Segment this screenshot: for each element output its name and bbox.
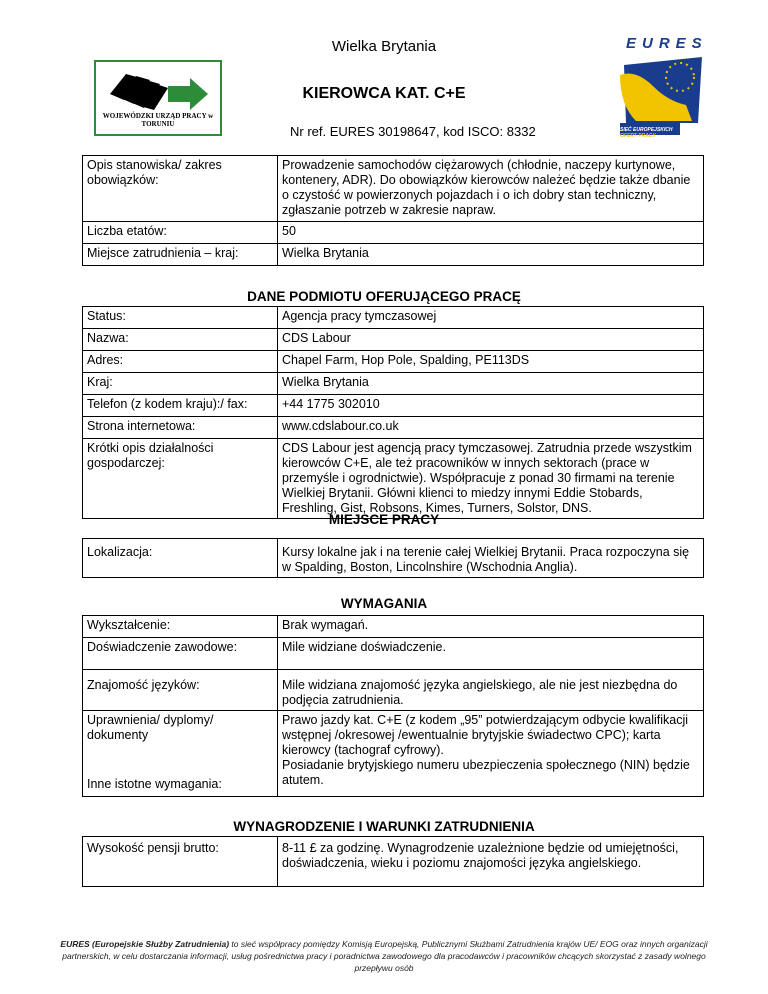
employer-label: Krótki opis działalności gospodarczej: — [83, 439, 278, 519]
requirements-table — [82, 615, 704, 797]
pay-label: Wysokość pensji brutto: — [83, 837, 278, 887]
eures-sub-line2: OFERT PRACY — [620, 133, 656, 139]
table-row — [83, 351, 704, 373]
employer-table — [82, 306, 704, 519]
page-title: KIEROWCA KAT. C+E — [302, 85, 466, 102]
req-value: Mile widziana znajomość języka angielskiego, ale nie jest niezbędna do podjęcia zatrudnienia. — [278, 670, 704, 711]
req-value: Posiadanie brytyjskiego numeru ubezpieczenia społecznego (NIN) będzie atutem. — [282, 758, 690, 787]
table-row — [83, 439, 704, 519]
table-row — [83, 244, 704, 266]
job-label: Liczba etatów: — [83, 222, 278, 244]
job-table — [82, 155, 704, 266]
footer-bold: EURES (Europejskie Służby Zatrudnienia) — [60, 939, 230, 949]
job-label: Opis stanowiska/ zakres obowiązków: — [83, 156, 278, 222]
employer-label: Nazwa: — [83, 329, 278, 351]
req-value: Brak wymagań. — [278, 616, 704, 638]
pay-table — [82, 836, 704, 887]
wup-logo-text: WOJEWÓDZKI URZĄD PRACY w TORUNIU — [102, 112, 214, 128]
employer-value: Wielka Brytania — [278, 373, 704, 395]
req-value: Mile widziane doświadczenie. — [278, 638, 704, 670]
employer-value: CDS Labour — [278, 329, 704, 351]
pay-section-heading: WYNAGRODZENIE I WARUNKI ZATRUDNIENIA — [233, 819, 535, 834]
place-label: Lokalizacja: — [83, 539, 278, 578]
job-value: Prowadzenie samochodów ciężarowych (chłodnie, naczepy kurtynowe, kontenery, ADR). Do obowiązków kierowców należeć będzie także dbanie o czystość w powierzonych pojazdach i o ich dobry stan techniczny, zgłaszanie potrzeb w zakresie napraw. — [278, 156, 704, 222]
employer-section-heading: DANE PODMIOTU OFERUJĄCEGO PRACĘ — [247, 289, 521, 304]
req-label: Doświadczenie zawodowe: — [83, 638, 278, 670]
place-value: Kursy lokalne jak i na terenie całej Wielkiej Brytanii. Praca rozpoczyna się w Spalding, Boston, Lincolnshire (Wschodnia Anglia). — [278, 539, 704, 578]
req-value-group — [278, 711, 704, 797]
employer-label: Status: — [83, 307, 278, 329]
table-row — [83, 837, 704, 887]
table-row — [83, 711, 704, 797]
employer-value: +44 1775 302010 — [278, 395, 704, 417]
table-row — [83, 670, 704, 711]
req-value: Prawo jazdy kat. C+E (z kodem „95” potwierdzającym odbycie kwalifikacji wstępnej /okresowej /ewentualnie brytyjskie świadectwo CPC); karta kierowcy (tachograf cyfrowy). — [282, 713, 689, 757]
req-label: Znajomość języków: — [83, 670, 278, 711]
page-header-country: Wielka Brytania — [331, 38, 437, 55]
place-table — [82, 538, 704, 578]
table-row — [83, 539, 704, 578]
table-row — [83, 373, 704, 395]
table-row — [83, 395, 704, 417]
requirements-section-heading: WYMAGANIA — [340, 596, 428, 611]
job-value: Wielka Brytania — [278, 244, 704, 266]
table-row — [83, 616, 704, 638]
footer-text: to sieć współpracy pomiędzy Komisją Europejską, Publicznymi Służbami Zatrudnienia krajów UE/ EOG oraz innych organizacji partnerskich, w celu dostarczania informacji, usług pośrednictwa pracy i poradnictwa zawodowego dla pracodawców i pracowników chcących skorzystać z zasady wolnego przepływu osób — [62, 939, 708, 973]
employer-label: Strona internetowa: — [83, 417, 278, 439]
req-label: Wykształcenie: — [83, 616, 278, 638]
req-label: Inne istotne wymagania: — [87, 777, 222, 791]
table-row — [83, 156, 704, 222]
job-label: Miejsce zatrudnienia – kraj: — [83, 244, 278, 266]
employer-label: Telefon (z kodem kraju):/ fax: — [83, 395, 278, 417]
table-row — [83, 222, 704, 244]
eures-sub-line1: SIEĆ EUROPEJSKICH — [620, 127, 673, 133]
employer-value: Chapel Farm, Hop Pole, Spalding, PE113DS — [278, 351, 704, 373]
req-label: Uprawnienia/ dyplomy/ dokumenty — [87, 713, 214, 742]
employer-value: www.cdslabour.co.uk — [278, 417, 704, 439]
eures-logo-subtitle — [620, 127, 680, 139]
employer-label: Kraj: — [83, 373, 278, 395]
reference-number: Nr ref. EURES 30198647, kod ISCO: 8332 — [290, 124, 536, 139]
employer-value: CDS Labour jest agencją pracy tymczasowej. Zatrudnia przede wszystkim kierowców C+E, ale też pracowników w innych sektorach (prace w przemyśle i ogrodnictwie). Współpracuje z ponad 30 firmami na terenie Wielkiej Brytanii. Główni klienci to miedzy innymi Eddie Stobards, Freshling, Gist, Robsons, Kimes, Turners, Solstor, DNS. — [278, 439, 704, 519]
job-value: 50 — [278, 222, 704, 244]
table-row — [83, 329, 704, 351]
employer-label: Adres: — [83, 351, 278, 373]
req-label-group — [83, 711, 278, 797]
eures-logo — [606, 35, 716, 145]
footer-note — [60, 938, 708, 974]
employer-value: Agencja pracy tymczasowej — [278, 307, 704, 329]
place-section-heading: MIEJSCE PRACY — [328, 512, 440, 527]
pay-value: 8-11 £ za godzinę. Wynagrodzenie uzależnione będzie od umiejętności, doświadczenia, wieku i poziomu znajomości języka angielskiego. — [278, 837, 704, 887]
table-row — [83, 307, 704, 329]
table-row — [83, 638, 704, 670]
table-row — [83, 417, 704, 439]
eures-logo-text: EURES — [626, 35, 708, 52]
